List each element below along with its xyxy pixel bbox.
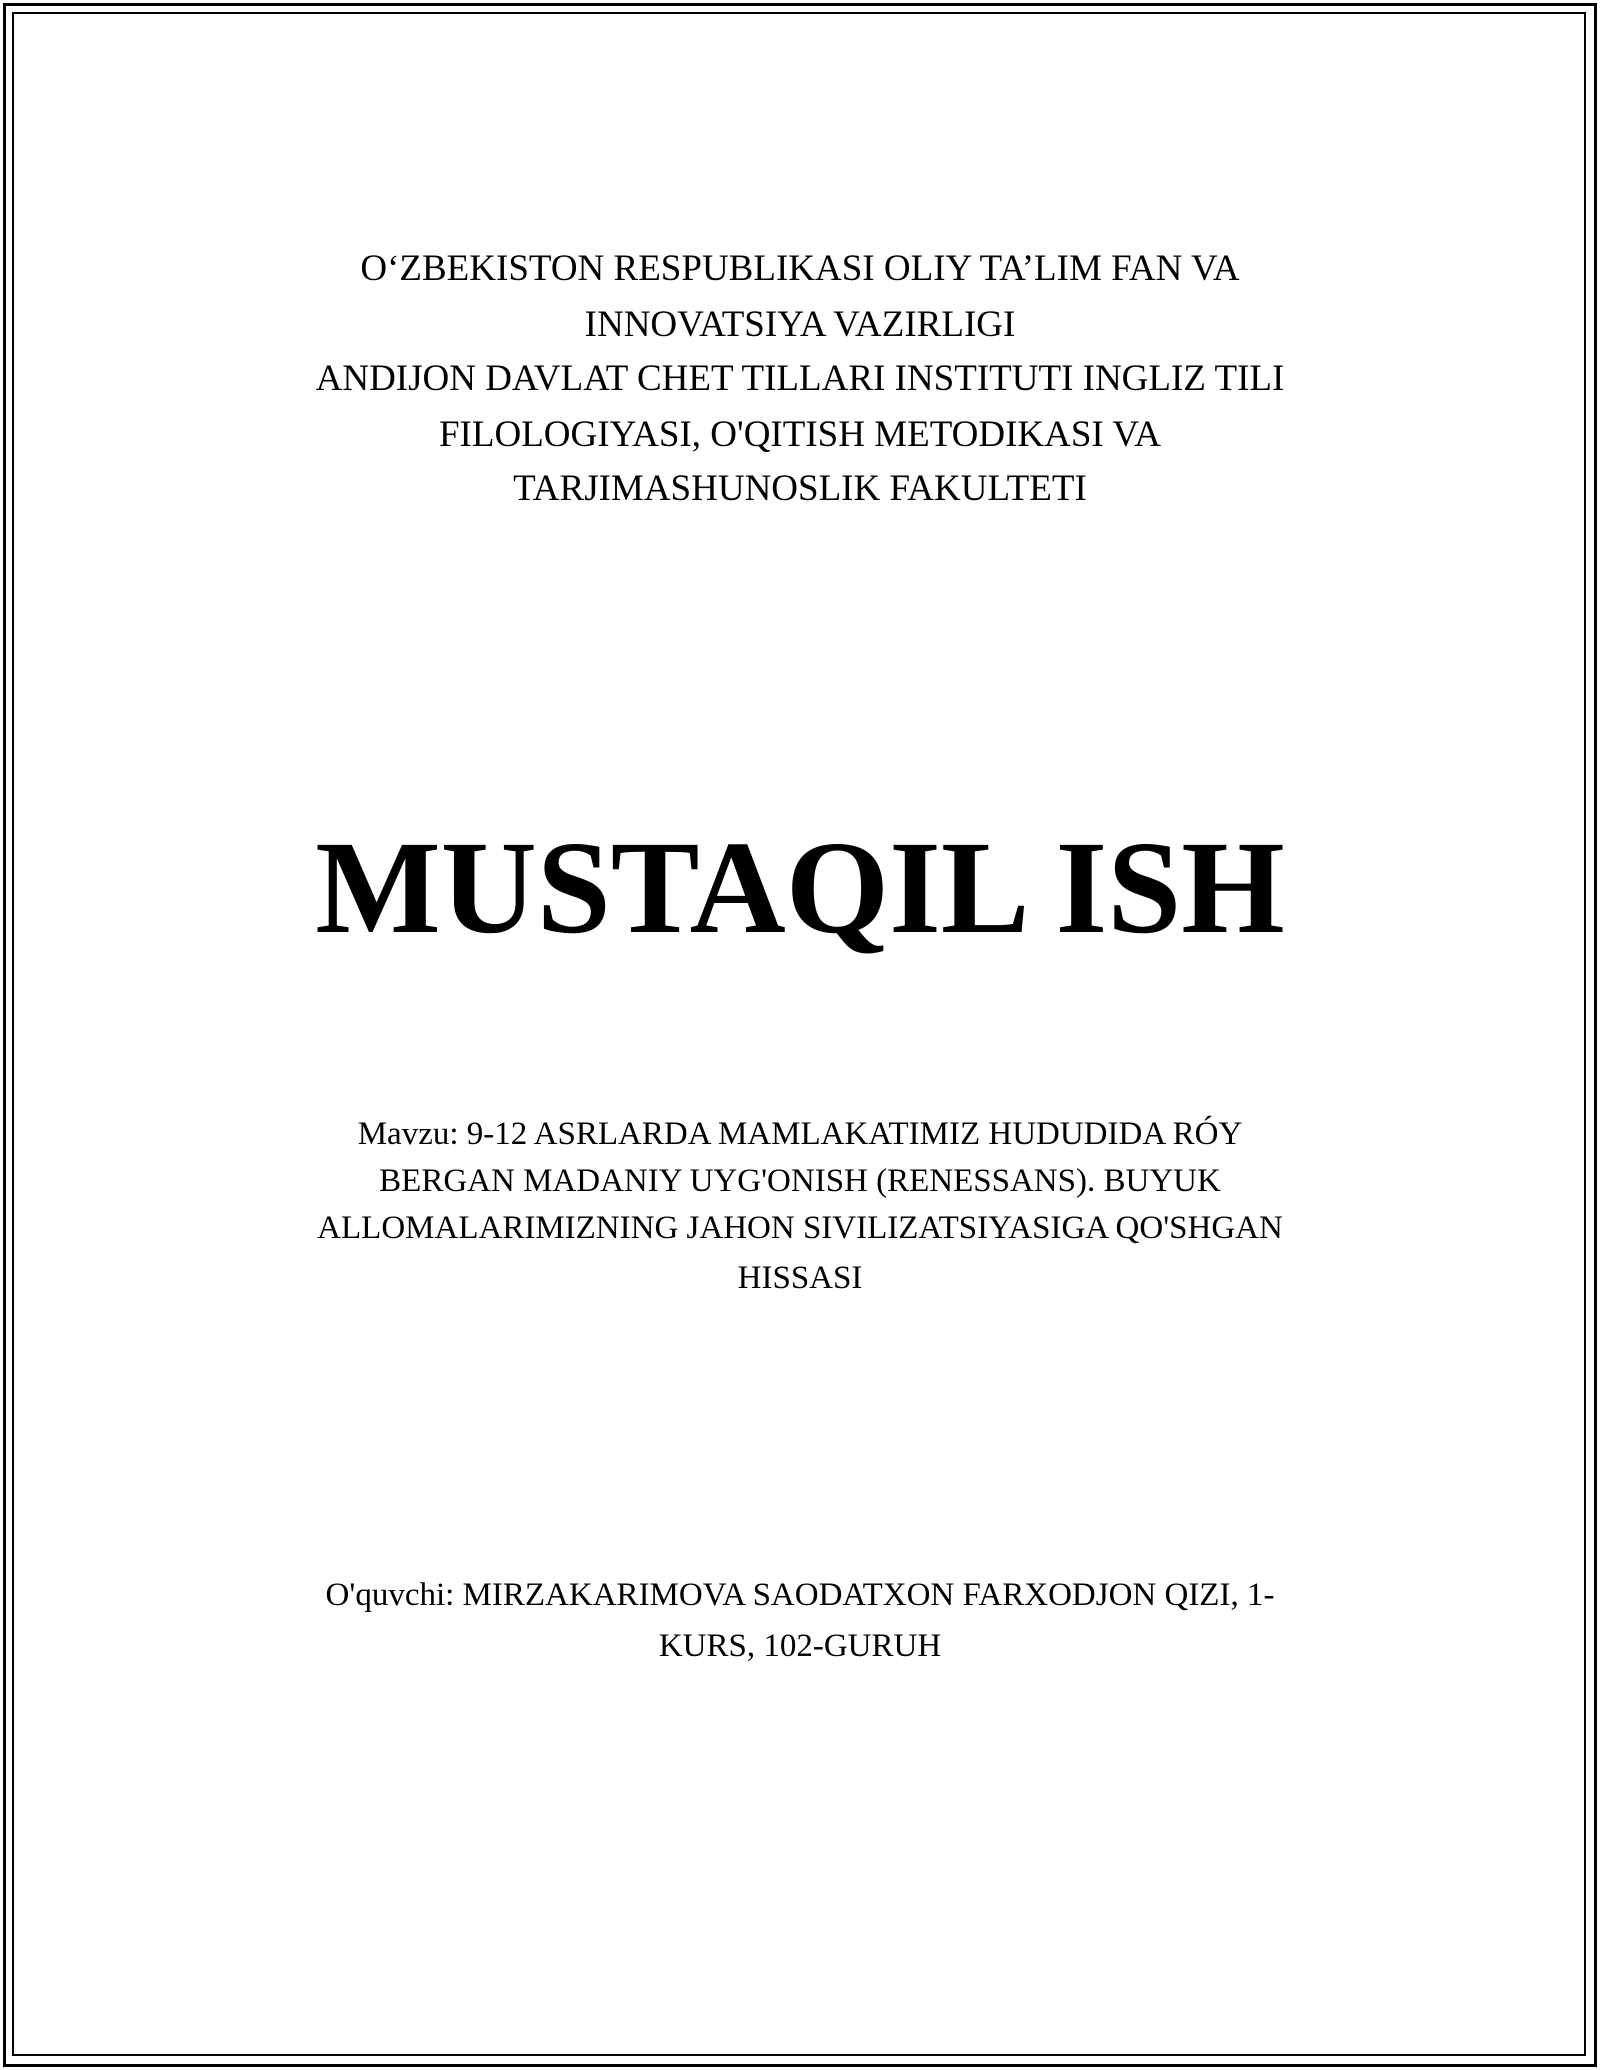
student-line-2: KURS, 102-GURUH [658, 1628, 942, 1664]
topic-line-4: HISSASI [737, 1260, 863, 1296]
header-line-4: FILOLOGIYASI, O'QITISH METODIKASI VA [438, 414, 1161, 455]
header-line-2: INNOVATSIYA VAZIRLIGI [584, 304, 1016, 345]
topic-line-3: ALLOMALARIMIZNING JAHON SIVILIZATSIYASIGA QO'SHGAN [317, 1210, 1283, 1246]
topic-line-1: Mavzu: 9-12 ASRLARDA MAMLAKATIMIZ HUDUDIDA RÓY [357, 1116, 1243, 1152]
document-title: MUSTAQIL ISH [315, 813, 1285, 961]
topic-line-2: BERGAN MADANIY UYG'ONISH (RENESSANS). BUYUK [379, 1163, 1221, 1199]
header-line-1: O‘ZBEKISTON RESPUBLIKASI OLIY TA’LIM FAN VA [360, 248, 1240, 289]
student-line-1: O'quvchi: MIRZAKARIMOVA SAODATXON FARXODJON QIZI, 1- [325, 1577, 1275, 1613]
header-line-3: ANDIJON DAVLAT CHET TILLARI INSTITUTI INGLIZ TILI [315, 358, 1285, 399]
header-line-5: TARJIMASHUNOSLIK FAKULTETI [513, 468, 1087, 509]
